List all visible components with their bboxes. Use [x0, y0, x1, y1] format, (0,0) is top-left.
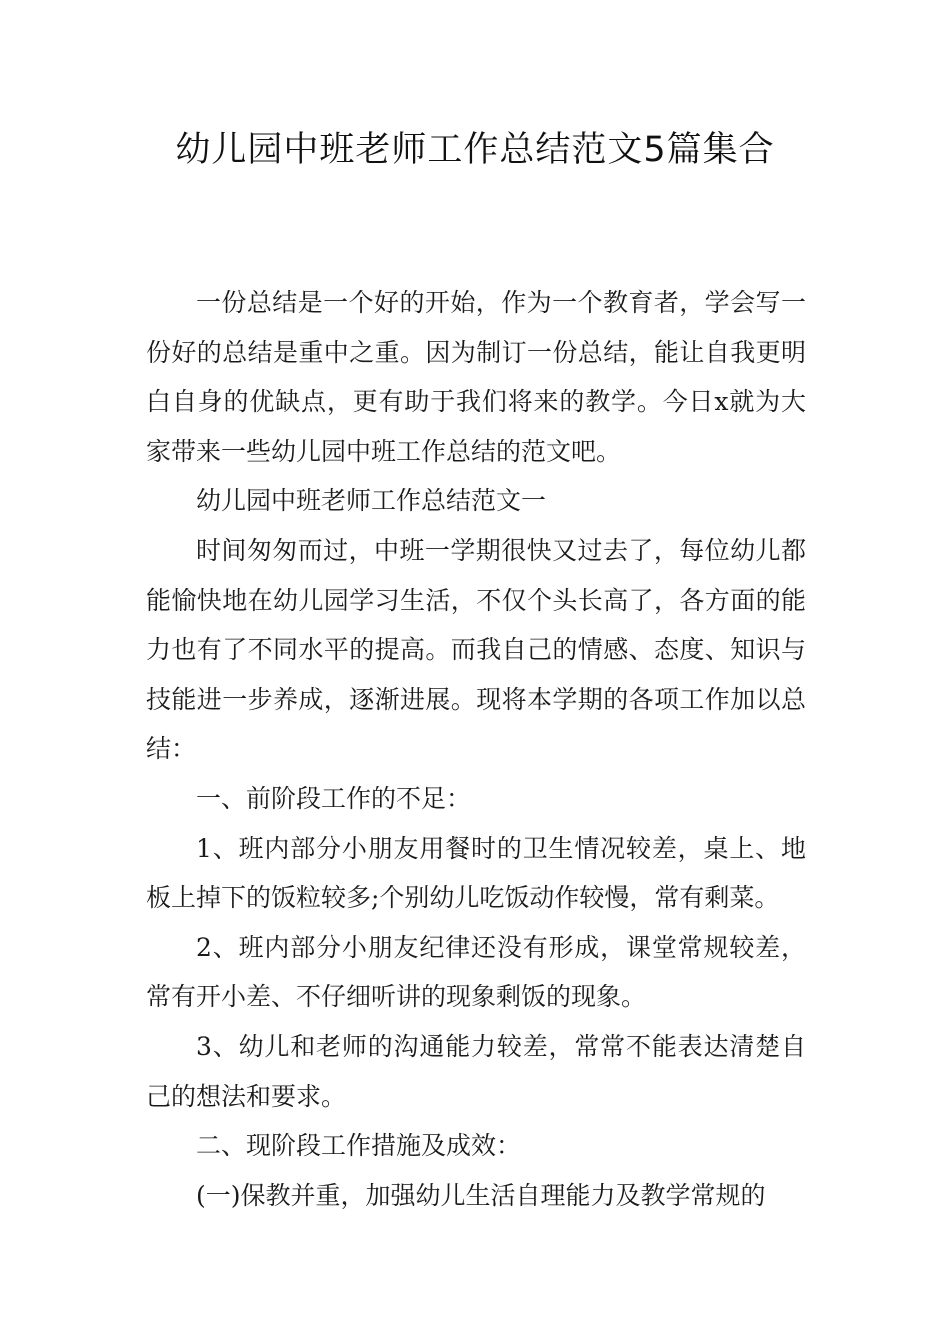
list-item-2: 2、班内部分小朋友纪律还没有形成，课堂常规较差，常有开小差、不仔细听讲的现象剩饭的现象。 [146, 932, 806, 1012]
section-heading-measures: 二、现阶段工作措施及成效： [196, 1131, 522, 1161]
subsection-heading-1: (一)保教并重，加强幼儿生活自理能力及教学常规的 [196, 1180, 766, 1210]
section-heading-sample-one: 幼儿园中班老师工作总结范文一 [196, 486, 547, 516]
list-item-3: 3、幼儿和老师的沟通能力较差，常常不能表达清楚自己的想法和要求。 [146, 1031, 806, 1111]
intro-paragraph: 一份总结是一个好的开始，作为一个教育者，学会写一份好的总结是重中之重。因为制订一份总结，能让自我更明白自身的优缺点，更有助于我们将来的教学。今日x就为大家带来一些幼儿园中班工作总结的范文吧。 [146, 288, 806, 466]
document-title: 幼儿园中班老师工作总结范文5篇集合 [175, 130, 775, 170]
body-paragraph: 时间匆匆而过，中班一学期很快又过去了，每位幼儿都能愉快地在幼儿园学习生活，不仅个头长高了，各方面的能力也有了不同水平的提高。而我自己的情感、态度、知识与技能进一步养成，逐渐进展。现将本学期的各项工作加以总结： [146, 535, 806, 764]
document-body [146, 278, 806, 1220]
section-heading-shortcomings: 一、前阶段工作的不足： [196, 783, 472, 813]
list-item-1: 1、班内部分小朋友用餐时的卫生情况较差，桌上、地板上掉下的饭粒较多;个别幼儿吃饭动作较慢，常有剩菜。 [146, 833, 806, 913]
